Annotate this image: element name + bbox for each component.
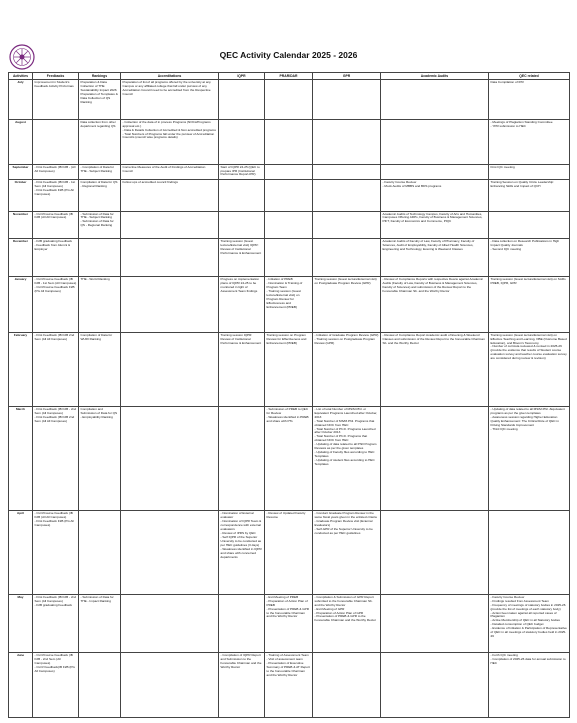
table-cell: [265, 211, 313, 238]
cell-text: Academic Audits of Faculty of Law, Faculty of Pharmacy, Faculty of Sciences, Audit of Employability, Faculty of Allied Health Sciences, Engineering and Technology, Evening & Weekend Classes: [382, 238, 476, 251]
table-cell: [33, 277, 79, 332]
table-row: [9, 180, 570, 211]
table-row: [9, 80, 570, 120]
cell-text: - Forth IQC meeting - Compilation of 2025-26 data for annual submission to HEC: [490, 653, 566, 666]
month-cell: September: [9, 164, 33, 180]
table-cell: [265, 238, 313, 277]
table-cell: [79, 211, 121, 238]
cell-text: Training Session on Quality Circle Leadership: Enhancing Skills and Impact of QCH: [490, 180, 555, 189]
column-header: Activities: [9, 73, 33, 80]
column-header: Feedbacks: [33, 73, 79, 80]
table-row: [9, 119, 570, 164]
cell-text: Corrective Measures of the Audit of Findings of Accreditation Council: [122, 164, 207, 173]
table-cell: [121, 653, 219, 718]
table-row: [9, 211, 570, 238]
table-cell: [219, 594, 265, 652]
table-cell: [489, 277, 570, 332]
table-cell: [313, 332, 381, 406]
cell-text: Data Compilation of IPR: [490, 80, 524, 84]
cell-text: Follow ups of accredited council findings: [122, 180, 178, 185]
table-cell: [313, 180, 381, 211]
cell-text: Preparation of list of all programs offered by the university at any Campus or any affiliated college that fall under purview of any Accreditation Council need to be accredited from the Respective Council: [122, 80, 212, 96]
table-header-row: [9, 73, 570, 80]
table-row: [9, 164, 570, 180]
table-cell: [121, 164, 219, 180]
column-header: QEC related: [489, 73, 570, 80]
month-cell: February: [9, 332, 33, 406]
table-cell: [121, 180, 219, 211]
column-header: PRAR/DAR: [265, 73, 313, 80]
month-cell: November: [9, 211, 33, 238]
cell-text: - Review of Compliance Report Academic audit of Evening & Weekend Classes and submission of the Review Report to the honourable Chairman Sb. and the Worthy Rector: [382, 332, 486, 345]
cell-text: - Training of Assessment Team - Visit of assessment team - Presentation of Executive Summary of PREB & AT Report to the honourable Chairman and the Worthy Rector: [266, 653, 310, 677]
cell-text: Training session on Program Review for Effectiveness and Enhancement (PREB): [266, 332, 308, 345]
cell-text: - Exit Meeting of PREB - Preparation of Action Plan of PREB - Presentation of PREB & GPR to the honourable Chairman and the Worthy Rector: [266, 594, 309, 619]
table-cell: [219, 511, 265, 595]
table-cell: [381, 653, 489, 718]
cell-text: - Submission of PREB to QEC for Review - Weakness identified in PREB and share with PTs: [266, 406, 309, 423]
cell-text: Compilation of Data for WURI Ranking: [80, 332, 114, 341]
cell-text: - F2B graduating Feedback - Feedback from Alumni & Employer: [34, 238, 72, 251]
table-row: [9, 277, 570, 332]
table-cell: [381, 332, 489, 406]
cell-text: Improvement in Student's Feedback Activity Proformas: [34, 80, 74, 88]
table-cell: [489, 164, 570, 180]
cell-text: Training session (Guest lecture/External visit) on Effective Teaching and Learning, OBE (Outcome Based Education), and Bloom's Taxonomy - Number of curricula reviewed & revised in 2025-26 (provide the evidence that results of Student course evaluation survey and teacher course evaluation survey are considered during review & revision): [490, 332, 567, 361]
table-cell: [219, 406, 265, 510]
column-header: Rankings: [79, 73, 121, 80]
table-cell: [313, 238, 381, 277]
month-cell: March: [9, 406, 33, 510]
table-cell: [381, 238, 489, 277]
table-row: [9, 653, 570, 718]
table-cell: [79, 80, 121, 120]
cell-text: - CLO/Course Feedback (IB F2B - 2nd Sem (All Campuses) - CLO/ Feedback(IB F2B (PG All Campuses): [34, 653, 75, 673]
table-cell: [381, 406, 489, 510]
cell-text: - Submission of Data for THE - Impact Ranking: [80, 594, 115, 603]
table-cell: [121, 119, 219, 164]
table-cell: [219, 332, 265, 406]
table-cell: [121, 332, 219, 406]
table-cell: [33, 406, 79, 510]
column-header: IQPR: [219, 73, 265, 80]
cell-text: - First Feedback (IB F2B - 1st Sem (All Campuses) - First Feedback F2B (PG All Campuses): [34, 180, 76, 197]
table-row: [9, 332, 570, 406]
table-cell: [313, 164, 381, 180]
table-cell: [313, 511, 381, 595]
cell-text: Progress on implementation plans of IQPR 24-25 to be monitored in light of Assessment Team findings: [220, 277, 260, 294]
cell-text: - First Feedback (IB F2B - 2nd Sem (All Campuses) - F2B graduating Feedback: [34, 594, 77, 607]
table-cell: [219, 119, 265, 164]
table-cell: [313, 119, 381, 164]
month-cell: August: [9, 119, 33, 164]
table-cell: [265, 277, 313, 332]
table-cell: [219, 80, 265, 120]
table-cell: [33, 238, 79, 277]
table-cell: [313, 406, 381, 510]
table-row: [9, 594, 570, 652]
table-cell: [313, 277, 381, 332]
month-cell: October: [9, 180, 33, 211]
table-body: [9, 80, 570, 718]
table-cell: [489, 594, 570, 652]
table-cell: [381, 277, 489, 332]
table-cell: [265, 119, 313, 164]
table-cell: [265, 332, 313, 406]
cell-text: - CLO/Course Feedback (IB F2B (All All Campuses) - First Feedback F2B (PG All Campuses): [34, 511, 74, 528]
activity-calendar-table: [8, 72, 570, 718]
table-cell: [79, 119, 121, 164]
table-cell: [33, 80, 79, 120]
table-cell: [381, 511, 489, 595]
table-cell: [79, 332, 121, 406]
table-cell: [121, 211, 219, 238]
cell-text: THE - World Ranking: [80, 277, 110, 282]
table-cell: [33, 511, 79, 595]
table-cell: [219, 211, 265, 238]
cell-text: - Faculty Course Review - Findings resulted from Assessment Team - Frequency of meetings of statutory bodies in 2025-26 (provide the list of meetings of each statutory body) - Action been taken against all reported cases of Plagiarism - Active Membership of QEC in all Statutory bodies - Detailed consumption of QEC budget - Evidence of Initiation & Participation of Representative of QEC in all meetings of statutory bodies held in 2025-26: [490, 594, 567, 639]
table-cell: [219, 180, 265, 211]
cell-text: - Nomination of External evaluator - Nomination of IQPR Team & correspondence with external evaluators - Review of IPRS by QEC - Self IQPR of the Superior University to be conducted as per HEC guidelines (3 days) - Weakness identified in IQPR and share with concerned departments: [220, 511, 262, 559]
table-cell: [219, 277, 265, 332]
month-cell: June: [9, 653, 33, 718]
table-cell: [265, 164, 313, 180]
table-cell: [313, 594, 381, 652]
cell-text: - Meetings of Plagiarism Standing Committee - YPR submission to HEC: [490, 119, 553, 128]
table-cell: [381, 119, 489, 164]
table-cell: [381, 80, 489, 120]
table-cell: [313, 211, 381, 238]
table-cell: [489, 80, 570, 120]
table-cell: [33, 211, 79, 238]
table-cell: [489, 406, 570, 510]
table-cell: [33, 119, 79, 164]
table-cell: [265, 653, 313, 718]
table-cell: [313, 653, 381, 718]
table-cell: [79, 164, 121, 180]
cell-text: - Collection of the data of in process Programs (NOCs/Programs approval etc.) - Data & Details Collection of Accredited & Non accredited programs - Total Numbers of Programs fall under the purview of Accreditation Councils (council wise programs details): [122, 119, 216, 140]
table-cell: [79, 653, 121, 718]
table-cell: [121, 511, 219, 595]
cell-text: Compilation of Data for QS - Regional Ranking: [80, 180, 119, 189]
table-cell: [381, 164, 489, 180]
table-cell: [33, 164, 79, 180]
cell-text: - First Feedback (IB F2B 2nd Sem (All All Campuses): [34, 332, 76, 341]
table-cell: [33, 653, 79, 718]
month-cell: May: [9, 594, 33, 652]
table-cell: [79, 180, 121, 211]
cell-text: - Faculty Course Review - Mock Audits of MBBS and BDS programs: [382, 180, 442, 189]
table-cell: [489, 211, 570, 238]
table-cell: [121, 238, 219, 277]
cell-text: - First Feedback (IB F2B - 2nd Sem (All Campuses) - First Feedback (IB F2B 2nd Sem (All All Campuses): [34, 406, 77, 423]
table-cell: [33, 332, 79, 406]
table-cell: [313, 80, 381, 120]
table-cell: [489, 119, 570, 164]
cell-text: - Review of Compliance Reports with respective Deans against Academic Audits (Faculty of Law, Faculty of Business & Management Sciences, Faculty of Sciences) and submission of the Review Report to the honourable Chairman Sb. and the Worthy Rector: [382, 277, 484, 294]
table-cell: [121, 406, 219, 510]
cell-text: - Conduct Graduate Program Review in the same fiscal years given in the enlisted criteria - Graduate Program Review visit (External Evaluators) - Self-GPR of the Superior University to be conducted as per HEC guidelines: [314, 511, 377, 535]
cell-text: - Compilation of Data for THE - Subject Ranking: [80, 164, 115, 173]
table-cell: [33, 594, 79, 652]
table-cell: [79, 238, 121, 277]
month-cell: April: [9, 511, 33, 595]
table-cell: [219, 653, 265, 718]
cell-text: Preparation & Data Collection of THE Sustainability Impact 2026 Preparation of Templates & Data Collection of QS Ranking: [80, 80, 119, 104]
page-title: QEC Activity Calendar 2025 - 2026: [219, 50, 358, 60]
table-cell: [121, 80, 219, 120]
cell-text: - Data collection on Research Publications in High Impact Quality Journals - Second IQC meeting: [490, 238, 560, 251]
cell-text: - Compilation & Submission of GPR Report submitted to the honourable Chairman Sb. and the Worthy Rector - Exit Meeting of GPR - Preparation of Action Plan of GPR - Presentation of PREB & GPR to the honourable Chairman and the Worthy Rector: [314, 594, 377, 623]
cell-text: - Submission of Data for THE - Subject Ranking - Submission of Data for QS - Regional Ranking: [80, 211, 114, 228]
table-cell: [489, 238, 570, 277]
table-cell: [219, 164, 265, 180]
cell-text: First IQC meeting: [490, 164, 515, 169]
table-cell: [33, 180, 79, 211]
table-cell: [79, 511, 121, 595]
table-cell: [265, 80, 313, 120]
table-cell: [79, 406, 121, 510]
cell-text: Academic Audits of Technology Campus, Faculty of Arts and Humanities, Campuses Offering ADPs, Faculty of Business & Management Sciences, PIFT, Faculty of Economics and Commerce, PIQC: [382, 211, 484, 224]
cell-text: Data collection from other department regarding QS: [80, 119, 117, 128]
table-cell: [489, 653, 570, 718]
column-header: Academic Audits: [381, 73, 489, 80]
table-cell: [265, 511, 313, 595]
column-header: Accreditations: [121, 73, 219, 80]
cell-text: - Initiation of PREB - Nomination & Training of Program Team - Training session (Guest lecture/External visit) on Program Review for Effectiveness and Enhancement (PREB): [266, 277, 303, 309]
month-cell: January: [9, 277, 33, 332]
table-cell: [489, 511, 570, 595]
table-cell: [121, 594, 219, 652]
table-cell: [265, 594, 313, 652]
table-cell: [265, 406, 313, 510]
cell-text: - List of total Number of MS/M.Phil. or Equivalent Programs Launched after October, 2013 - Total Number of MS/M.Phil. Programs that obtained NOC from HEC - Total Number of Ph.D. Programs Launched after October 2013 - Total Number of Ph.D. Programs that obtained NOC from HEC - Updating of data related to all PhD Program Reviews as per the given templates - Updating of Faculty files according to HEC Templates - Updating of student files according to HEC Templates: [314, 406, 378, 467]
table-cell: [381, 211, 489, 238]
table-cell: [381, 180, 489, 211]
table-row: [9, 406, 570, 510]
cell-text: - Review of Updated Faculty Resume: [266, 511, 307, 520]
month-cell: December: [9, 238, 33, 277]
cell-text: - CLO/Course Feedback (IB F2B - 1st Sem (All Campuses) - CLO/Course Feedback F2B (PG All Campuses): [34, 277, 77, 294]
cell-text: Training session (Guest lecture/External visit) IQPR: Review of Institutional Performance & Enhancement: [220, 238, 262, 255]
cell-text: - Initiation of Graduate Program Review (GPR) - Training session on Postgraduate Program Review (GPR): [314, 332, 379, 345]
table-row: [9, 511, 570, 595]
table-cell: [121, 277, 219, 332]
cell-text: - First Feedback (IB F2B - (All All Campuses): [34, 164, 77, 173]
cell-text: Compilation and Submission of Data for QS - Employability Ranking: [80, 406, 118, 419]
table-cell: [79, 277, 121, 332]
cell-text: - Updating of data related to all MS/M.Phil. /Equivalent programs as per the given templates - Awareness session regarding Higher Education Quality Enhancement: The Critical Role of QEC in Driving Standards Improvement - Third IQC meeting: [490, 406, 565, 431]
cell-text: Start of IQPR 24-25 (QEC to prepare IPR (Institutional Performance Report-IPR): [220, 164, 261, 177]
cell-text: - Compilation of IQPR Report and Submission to the honourable Chairman and the Worthy Rector: [220, 653, 263, 670]
table-cell: [489, 180, 570, 211]
cell-text: Training session IQPR: Review of Institutional Performance & Enhancement: [220, 332, 262, 345]
cell-text: Training session (Guest lecture/External visit) on SARs PREB, IQPR, GPR: [490, 277, 566, 286]
table-cell: [79, 594, 121, 652]
table-row: [9, 238, 570, 277]
month-cell: July: [9, 80, 33, 120]
column-header: GPR: [313, 73, 381, 80]
table-cell: [219, 238, 265, 277]
table-cell: [489, 332, 570, 406]
cell-text: Training session (Guest lecture/External visit) on Postgraduate Program Review (GPR): [314, 277, 378, 286]
table-cell: [381, 594, 489, 652]
cell-text: - CLO/Course Feedback (IB F2B (All All Campuses): [34, 211, 74, 220]
table-cell: [265, 180, 313, 211]
